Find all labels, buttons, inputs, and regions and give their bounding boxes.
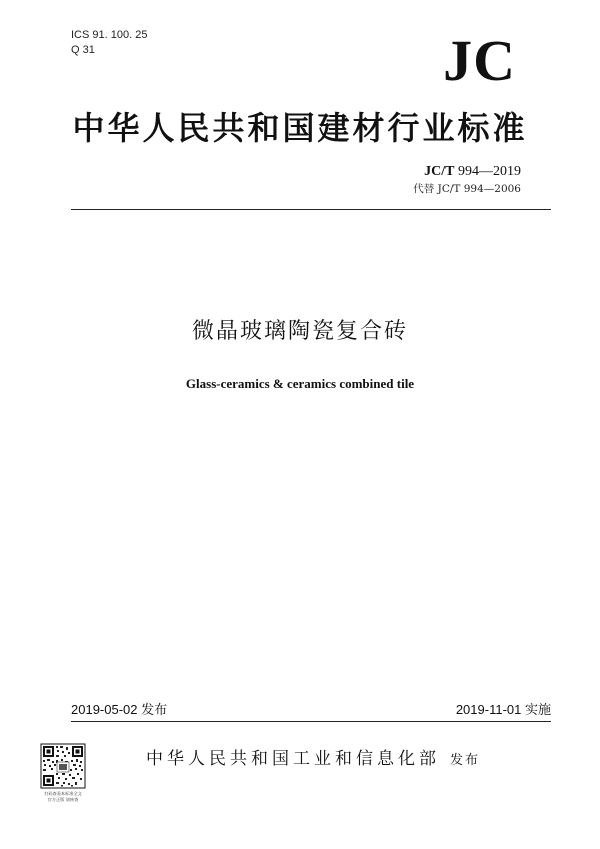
issue-date: 2019-05-02 <box>71 702 138 717</box>
implementation-label: 实施 <box>521 702 551 717</box>
ics-code: ICS 91. 100. 25 <box>71 29 148 41</box>
publisher-name: 中华人民共和国工业和信息化部 <box>146 749 440 769</box>
qr-caption-1: 扫码查看本标准全文 <box>44 791 82 796</box>
standard-type-title: 中华人民共和国建材行业标准 <box>72 109 528 147</box>
implementation-date-line <box>456 702 551 718</box>
qr-code-icon <box>36 742 90 804</box>
qr-code[interactable] <box>36 742 90 804</box>
issue-date-line <box>71 702 167 718</box>
publisher-action: 发布 <box>450 753 481 768</box>
qr-caption-2: 官方正版 请核查 <box>47 797 79 802</box>
bottom-divider <box>71 721 551 722</box>
standard-number <box>424 164 521 180</box>
top-divider <box>71 209 551 210</box>
replaces-number: JC/T 994—2006 <box>434 183 521 195</box>
publisher-line <box>146 748 480 770</box>
ccs-code: Q 31 <box>71 44 95 56</box>
implementation-date: 2019-11-01 <box>455 702 522 717</box>
replaces-label: 代替 <box>413 183 435 195</box>
document-title-en: Glass-ceramics & ceramics combined tile <box>185 376 415 391</box>
replaces-line <box>413 183 521 196</box>
standard-number-value: 994—2019 <box>454 164 521 179</box>
issue-label: 发布 <box>137 702 168 717</box>
standard-number-prefix: JC/T <box>424 164 455 179</box>
document-title-cn: 微晶玻璃陶瓷复合砖 <box>191 319 408 344</box>
jc-logo: JC <box>443 28 516 93</box>
